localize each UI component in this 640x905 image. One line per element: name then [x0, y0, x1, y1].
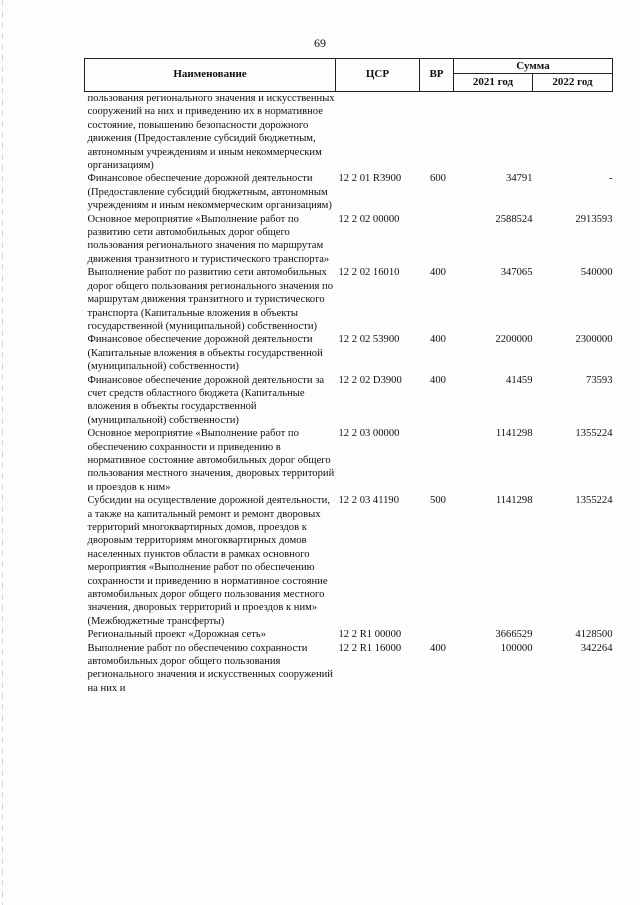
table-row [85, 642, 613, 696]
row-vr [420, 427, 454, 494]
table-row [85, 333, 613, 373]
row-2022: 2913593 [575, 213, 613, 225]
table-row [85, 266, 613, 333]
row-vr: 600 [430, 173, 446, 185]
row-name: Основное мероприятие «Выполнение работ по обеспечению сохранности и приведению в нормативное состояние автомобильных дорог общего пользования местного значения, дворовых территорий и проездов к ним» [87, 428, 335, 493]
row-vr: 400 [430, 334, 446, 346]
row-name: Финансовое обеспечение дорожной деятельности (Предоставление субсидий бюджетным, автономным учреждениям и иным некоммерческим организациям) [87, 173, 332, 212]
header-year-2022: 2022 год [533, 74, 613, 92]
header-year-2021: 2021 год [454, 74, 533, 92]
table-row [85, 92, 613, 173]
row-2021: 347065 [500, 267, 533, 279]
header-csr: ЦСР [336, 59, 420, 92]
row-csr: 12 2 02 53900 [338, 334, 400, 346]
row-csr: 12 2 02 D3900 [338, 374, 402, 386]
row-2021 [454, 92, 533, 173]
row-vr [420, 213, 454, 267]
row-name: Региональный проект «Дорожная сеть» [87, 629, 266, 641]
header-name: Наименование [85, 59, 336, 92]
table-row [85, 213, 613, 267]
row-vr: 400 [430, 642, 446, 654]
row-2021: 2200000 [495, 334, 533, 346]
row-name: пользования регионального значения и искусственных сооружений на них и приведению их в нормативное состояние, повышению безопасности дорожного движения (Предоставление субсидий бюджетным, автономным учреждениям и иным некоммерческим организациям) [87, 93, 335, 172]
row-2021: 34791 [506, 173, 533, 185]
row-csr: 12 2 R1 16000 [338, 642, 402, 654]
row-csr: 12 2 03 41190 [338, 495, 400, 507]
row-2022: 2300000 [575, 334, 613, 346]
row-2021: 1141298 [495, 428, 533, 440]
header-vr: ВР [420, 59, 454, 92]
row-name: Основное мероприятие «Выполнение работ по развитию сети автомобильных дорог общего пользования регионального значения по маршрутам движения транзитного и туристического транспорта» [87, 213, 330, 265]
row-vr: 400 [430, 374, 446, 386]
row-2022 [533, 92, 613, 173]
row-2022: 342264 [580, 642, 613, 654]
row-name: Выполнение работ по обеспечению сохранности автомобильных дорог общего пользования регионального значения и искусственных сооружений на них и [87, 642, 333, 694]
row-csr: 12 2 02 16010 [338, 267, 400, 279]
scan-edge [2, 0, 3, 905]
row-name: Выполнение работ по развитию сети автомобильных дорог общего пользования регионального значения по маршрутам движения транзитного и туристического транспорта (Капитальные вложения в объекты государственной (муниципальной) собственности) [87, 267, 334, 332]
row-2022: 1355224 [575, 495, 613, 507]
row-vr: 500 [430, 495, 446, 507]
row-2021: 3666529 [495, 629, 533, 641]
page-number: 69 [314, 36, 326, 50]
row-2021: 41459 [506, 374, 533, 386]
row-2022: 540000 [580, 267, 613, 279]
row-vr [420, 92, 454, 173]
row-2021: 1141298 [495, 495, 533, 507]
row-2022: 4128500 [575, 629, 613, 641]
table-row [85, 494, 613, 628]
row-csr: 12 2 02 00000 [338, 213, 400, 225]
row-csr: 12 2 03 00000 [338, 428, 400, 440]
row-vr: 400 [430, 267, 446, 279]
row-2022: 73593 [586, 374, 613, 386]
table-row [85, 628, 613, 641]
table-row [85, 427, 613, 494]
row-name: Финансовое обеспечение дорожной деятельности за счет средств областного бюджета (Капитальные вложения в объекты государственной (муниципальной) собственности) [87, 374, 325, 426]
row-name: Финансовое обеспечение дорожной деятельности (Капитальные вложения в объекты государственной (муниципальной) собственности) [87, 334, 323, 373]
table-row [85, 374, 613, 428]
header-sum: Сумма [454, 59, 613, 74]
table-row [85, 172, 613, 212]
row-2021: 2588524 [495, 213, 533, 225]
budget-table [84, 58, 613, 695]
row-vr [420, 628, 454, 641]
row-csr: 12 2 R1 00000 [338, 629, 402, 641]
row-2022: - [608, 173, 613, 185]
row-2021: 100000 [500, 642, 533, 654]
row-2022: 1355224 [575, 428, 613, 440]
row-csr [336, 92, 420, 173]
row-csr: 12 2 01 R3900 [338, 173, 402, 185]
row-name: Субсидии на осуществление дорожной деятельности, а также на капитальный ремонт и ремонт дворовых территорий многоквартирных домов, проездов к дворовым территориям многоквартирных домов населенных пунктов области в рамках основного мероприятия «Выполнение работ по обеспечению сохранности и приведению в нормативное состояние автомобильных дорог общего пользования местного значения, дворовых территорий и проездов к ним» (Межбюджетные трансферты) [87, 495, 330, 627]
